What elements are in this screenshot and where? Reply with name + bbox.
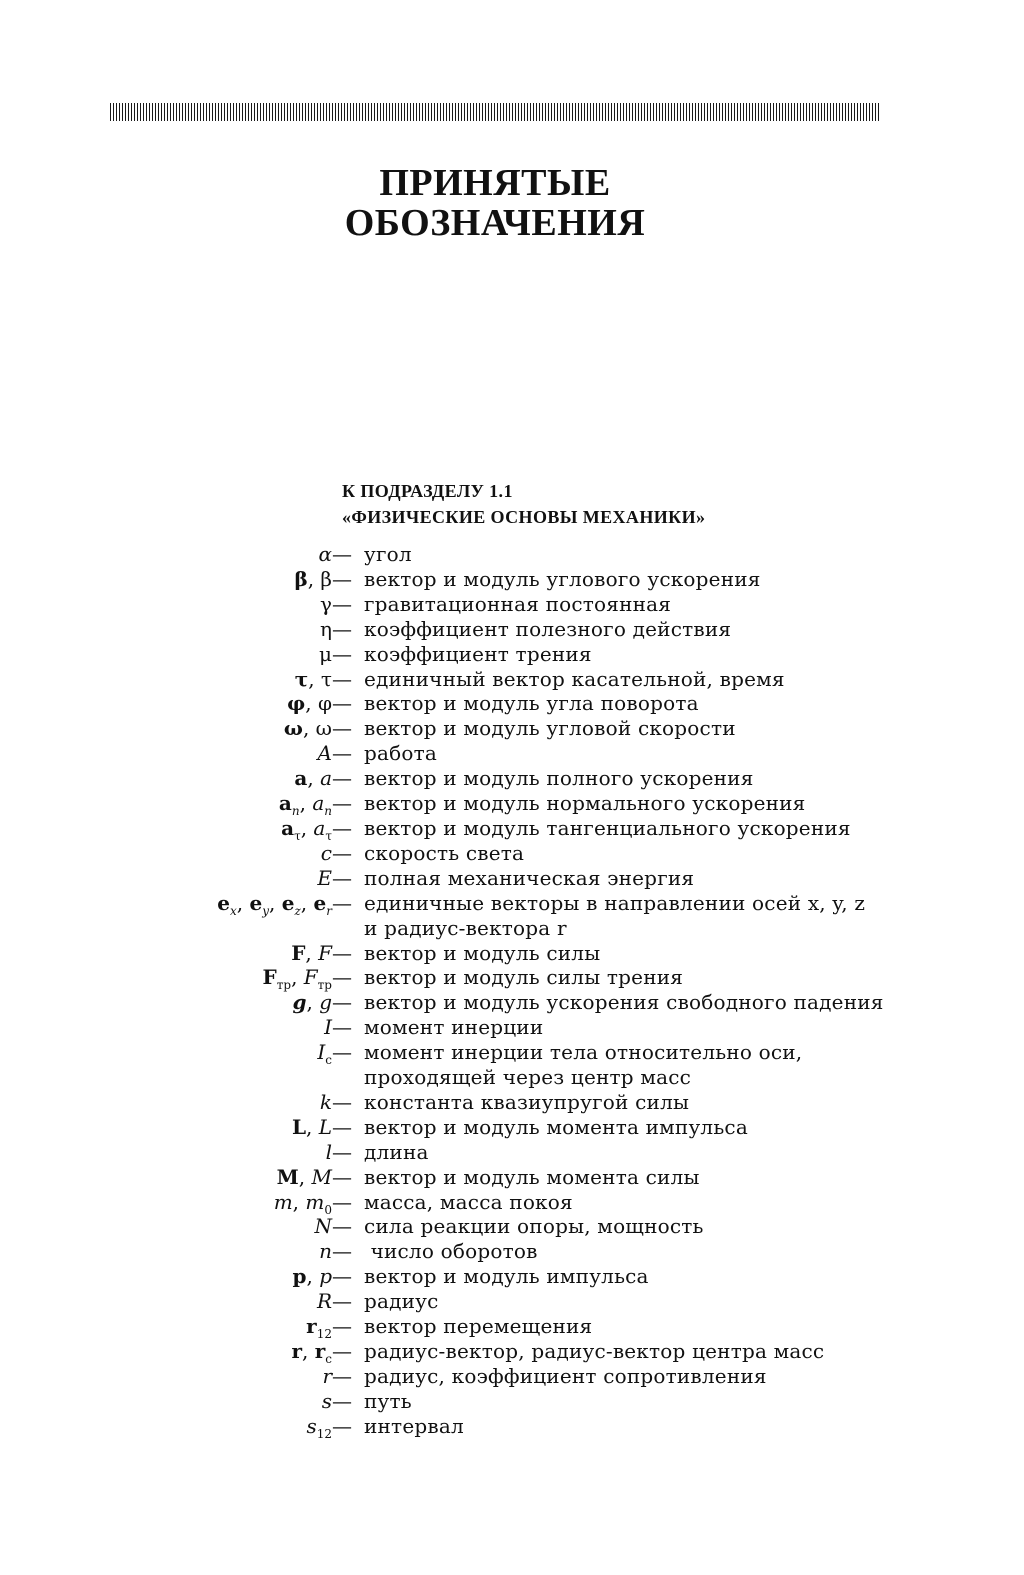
notation-symbol: η bbox=[320, 616, 332, 641]
notation-definition bbox=[364, 1040, 802, 1090]
notation-definition bbox=[364, 667, 785, 692]
notation-symbol: r, $r_c$ bbox=[291, 1339, 332, 1366]
notation-entry bbox=[0, 1115, 1024, 1140]
notation-entry bbox=[0, 1015, 1024, 1040]
definition-line: число оборотов bbox=[364, 1239, 538, 1264]
notation-entry bbox=[0, 1264, 1024, 1289]
notation-definition bbox=[364, 990, 884, 1015]
notation-definition bbox=[364, 1115, 748, 1140]
notation-symbol: s bbox=[321, 1388, 332, 1413]
notation-definition bbox=[364, 1264, 649, 1289]
notation-dash: — bbox=[332, 890, 352, 915]
definition-line: вектор и модуль полного ускорения bbox=[364, 766, 754, 791]
notation-entry bbox=[0, 1090, 1024, 1115]
notation-dash: — bbox=[332, 1164, 352, 1189]
definition-line: вектор и модуль нормального ускорения bbox=[364, 791, 806, 816]
definition-line: угол bbox=[364, 542, 412, 566]
notation-dash: — bbox=[332, 716, 352, 741]
notation-symbol: k bbox=[319, 1089, 332, 1114]
notation-dash: — bbox=[332, 990, 352, 1015]
notation-dash: — bbox=[332, 865, 352, 890]
notation-dash: — bbox=[332, 1289, 352, 1314]
notation-entry bbox=[0, 1389, 1024, 1414]
notation-dash: — bbox=[332, 591, 352, 616]
notation-definition bbox=[364, 567, 761, 592]
notation-entry bbox=[0, 866, 1024, 891]
notation-dash: — bbox=[332, 940, 352, 965]
notation-symbol: g, g bbox=[292, 990, 332, 1015]
notation-entry bbox=[0, 1190, 1024, 1215]
notation-entry bbox=[0, 1165, 1024, 1190]
definition-line: радиус bbox=[364, 1289, 439, 1314]
definition-line: вектор и модуль углового ускорения bbox=[364, 566, 761, 591]
notation-entry bbox=[0, 741, 1024, 766]
notation-definition bbox=[364, 965, 683, 990]
definition-line: вектор и модуль угловой скорости bbox=[364, 716, 736, 741]
notation-definition bbox=[364, 1339, 824, 1364]
definition-line: вектор и модуль импульса bbox=[364, 1264, 649, 1289]
notation-symbol: p, p bbox=[292, 1264, 332, 1289]
definition-line: единичные векторы в направлении осей x, y, z bbox=[364, 890, 866, 915]
notation-entry bbox=[0, 990, 1024, 1015]
notation-definition bbox=[364, 866, 694, 891]
notation-symbol: a, a bbox=[294, 766, 332, 791]
notation-definition bbox=[364, 741, 437, 766]
definition-line: проходящей через центр масс bbox=[364, 1065, 692, 1090]
notation-entry bbox=[0, 841, 1024, 866]
definition-line: коэффициент полезного действия bbox=[364, 616, 732, 641]
notation-definition bbox=[364, 1015, 543, 1040]
definition-line: вектор и модуль момента импульса bbox=[364, 1114, 748, 1139]
notation-definition bbox=[364, 841, 524, 866]
notation-dash: — bbox=[332, 1015, 352, 1040]
notation-symbol: $a_n$, $a_n$ bbox=[278, 791, 332, 819]
notation-symbol: α bbox=[318, 542, 332, 566]
notation-definition bbox=[364, 1364, 767, 1389]
notation-dash: — bbox=[332, 1089, 352, 1114]
notation-definition bbox=[364, 1239, 538, 1264]
notation-symbol: F, F bbox=[291, 940, 332, 965]
definition-line: радиус-вектор, радиус-вектор центра масс bbox=[364, 1339, 825, 1363]
definition-line: скорость света bbox=[364, 840, 525, 865]
notation-dash: — bbox=[332, 1189, 352, 1214]
notation-symbol: μ bbox=[319, 641, 332, 666]
notation-dash: — bbox=[332, 691, 352, 716]
definition-line: радиус, коэффициент сопротивления bbox=[364, 1363, 767, 1388]
definition-line: полная механическая энергия bbox=[364, 865, 695, 890]
notation-entry bbox=[0, 1364, 1024, 1389]
definition-line: константа квазиупругой силы bbox=[364, 1089, 690, 1114]
notation-dash: — bbox=[332, 566, 352, 591]
notation-definition bbox=[364, 592, 671, 617]
notation-definition bbox=[364, 1389, 412, 1414]
definition-line: вектор и модуль ускорения свободного падения bbox=[364, 990, 884, 1015]
definition-line: вектор перемещения bbox=[364, 1314, 593, 1339]
notation-dash: — bbox=[332, 1388, 352, 1413]
definition-line: момент инерции bbox=[364, 1015, 544, 1040]
notation-entry bbox=[0, 1289, 1024, 1314]
notation-dash: — bbox=[332, 1339, 352, 1363]
notation-entry bbox=[0, 592, 1024, 617]
notation-symbol: m, $m_0$ bbox=[273, 1189, 332, 1217]
notation-entry bbox=[0, 667, 1024, 692]
notation-entry bbox=[0, 617, 1024, 642]
notation-definition bbox=[364, 766, 754, 791]
notation-symbol: E bbox=[317, 865, 332, 890]
definition-line: сила реакции опоры, мощность bbox=[364, 1214, 704, 1239]
definition-line: длина bbox=[364, 1139, 429, 1164]
definition-line: момент инерции тела относительно оси, bbox=[364, 1040, 803, 1065]
definition-line: путь bbox=[364, 1388, 412, 1413]
definition-line: интервал bbox=[364, 1413, 464, 1438]
notation-symbol: $e_x$, $e_y$, $e_z$, $e_r$ bbox=[217, 890, 332, 918]
definition-line: работа bbox=[364, 741, 437, 766]
notation-dash: — bbox=[332, 1314, 352, 1339]
definition-line: масса, масса покоя bbox=[364, 1189, 573, 1214]
notation-dash: — bbox=[332, 1139, 352, 1164]
notation-symbol: A bbox=[317, 741, 332, 766]
notation-definition bbox=[364, 542, 412, 567]
section-heading-line-1: К ПОДРАЗДЕЛУ 1.1 bbox=[342, 481, 513, 501]
notation-entry bbox=[0, 1239, 1024, 1264]
notation-symbol: β, β bbox=[294, 566, 332, 591]
notation-definition bbox=[364, 791, 806, 816]
notation-symbol: R bbox=[316, 1289, 332, 1314]
notation-symbol: γ bbox=[320, 591, 332, 616]
decorative-barcode-rule bbox=[110, 103, 880, 121]
notation-dash: — bbox=[332, 791, 352, 816]
notation-entry bbox=[0, 1339, 1024, 1364]
notation-definition bbox=[364, 642, 592, 667]
notation-dash: — bbox=[332, 840, 352, 865]
notation-entry bbox=[0, 1214, 1024, 1239]
notation-entry bbox=[0, 1414, 1024, 1439]
definition-line: вектор и модуль силы bbox=[364, 940, 601, 965]
notation-entry bbox=[0, 1040, 1024, 1090]
notation-list bbox=[0, 542, 1024, 1439]
definition-line: и радиус-вектора r bbox=[364, 915, 567, 940]
notation-symbol: $s_{12}$ bbox=[306, 1413, 332, 1441]
definition-line: гравитационная постоянная bbox=[364, 591, 672, 616]
notation-dash: — bbox=[332, 1264, 352, 1289]
page-title-line-2: ОБОЗНАЧЕНИЯ bbox=[344, 202, 646, 244]
notation-symbol: r bbox=[322, 1363, 332, 1388]
page-title bbox=[0, 163, 990, 243]
definition-line: вектор и модуль силы трения bbox=[364, 965, 684, 990]
notation-dash: — bbox=[332, 1214, 352, 1239]
notation-symbol: M, M bbox=[276, 1164, 332, 1189]
notation-dash: — bbox=[332, 1040, 352, 1065]
notation-entry bbox=[0, 1314, 1024, 1342]
notation-entry bbox=[0, 816, 1024, 841]
notation-definition bbox=[364, 1214, 704, 1239]
notation-definition bbox=[364, 891, 865, 941]
notation-dash: — bbox=[332, 1363, 352, 1388]
notation-entry bbox=[0, 766, 1024, 791]
page-title-line-1: ПРИНЯТЫЕ bbox=[379, 162, 611, 204]
section-heading bbox=[342, 478, 705, 530]
definition-line: единичный вектор касательной, время bbox=[364, 666, 785, 691]
notation-symbol: c bbox=[320, 840, 332, 865]
notation-definition bbox=[364, 1140, 429, 1165]
notation-symbol: I bbox=[324, 1015, 332, 1040]
notation-entry bbox=[0, 965, 1024, 993]
notation-entry bbox=[0, 941, 1024, 966]
notation-symbol: τ, τ bbox=[294, 666, 332, 691]
section-heading-line-2: «ФИЗИЧЕСКИЕ ОСНОВЫ МЕХАНИКИ» bbox=[342, 507, 706, 527]
notation-dash: — bbox=[332, 965, 352, 990]
notation-entry bbox=[0, 567, 1024, 592]
notation-symbol: N bbox=[314, 1214, 332, 1239]
notation-dash: — bbox=[332, 766, 352, 791]
notation-entry bbox=[0, 642, 1024, 667]
notation-definition bbox=[364, 1289, 439, 1314]
notation-entry bbox=[0, 791, 1024, 819]
notation-symbol: $I_c$ bbox=[317, 1040, 332, 1068]
definition-line: коэффициент трения bbox=[364, 641, 592, 666]
notation-symbol: $r_{12}$ bbox=[306, 1314, 332, 1342]
notation-symbol: ω, ω bbox=[283, 716, 332, 741]
notation-definition bbox=[364, 1414, 464, 1439]
notation-symbol: L, L bbox=[291, 1114, 332, 1139]
notation-dash: — bbox=[332, 616, 352, 641]
notation-definition bbox=[364, 1314, 592, 1339]
notation-entry bbox=[0, 716, 1024, 741]
definition-line: вектор и модуль тангенциального ускорения bbox=[364, 815, 851, 840]
definition-line: вектор и модуль момента силы bbox=[364, 1164, 700, 1189]
notation-entry bbox=[0, 542, 1024, 567]
notation-definition bbox=[364, 1165, 700, 1190]
notation-definition bbox=[364, 617, 731, 642]
notation-definition bbox=[364, 1090, 689, 1115]
notation-dash: — bbox=[332, 666, 352, 691]
notation-definition bbox=[364, 716, 736, 741]
notation-symbol: $a_\tau$, $a_\tau$ bbox=[281, 815, 332, 843]
notation-entry bbox=[0, 891, 1024, 941]
notation-dash: — bbox=[332, 1413, 352, 1438]
notation-definition bbox=[364, 691, 699, 716]
notation-definition bbox=[364, 816, 851, 841]
notation-dash: — bbox=[332, 815, 352, 840]
notation-dash: — bbox=[332, 641, 352, 666]
definition-line: вектор и модуль угла поворота bbox=[364, 691, 699, 716]
notation-dash: — bbox=[332, 741, 352, 766]
notation-symbol: n bbox=[319, 1239, 332, 1264]
notation-symbol: φ, φ bbox=[287, 691, 332, 716]
notation-definition bbox=[364, 1190, 573, 1215]
notation-symbol: l bbox=[325, 1139, 332, 1164]
notation-dash: — bbox=[332, 1114, 352, 1139]
notation-dash: — bbox=[332, 542, 352, 566]
notation-entry bbox=[0, 691, 1024, 716]
notation-symbol: $F_{тр}$, $F_{тр}$ bbox=[262, 965, 332, 993]
notation-entry bbox=[0, 1140, 1024, 1165]
notation-definition bbox=[364, 941, 600, 966]
notation-dash: — bbox=[332, 1239, 352, 1264]
